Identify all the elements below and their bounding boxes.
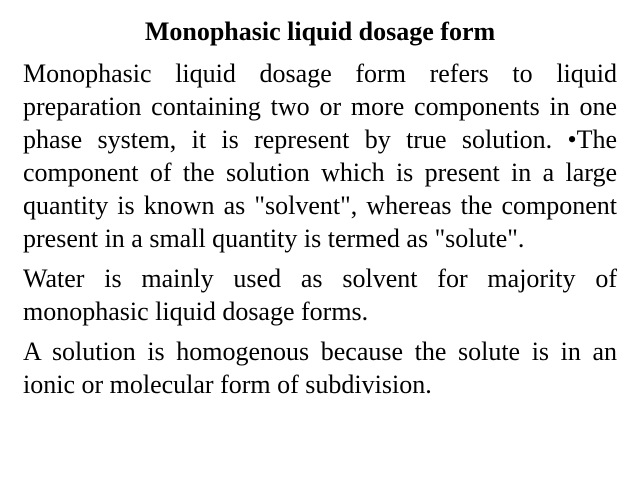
paragraph-water-solvent: Water is mainly used as solvent for majority of monophasic liquid dosage forms. [23, 264, 617, 326]
slide-body [23, 57, 617, 401]
paragraph-definition: Monophasic liquid dosage form refers to liquid preparation containing two or more components in one phase system, it is represent by true solution. •The component of the solution which is present in a large quantity is known as "solvent", whereas the component present in a small quantity is termed as "solute". [23, 59, 617, 253]
slide-title: Monophasic liquid dosage form [144, 17, 496, 46]
paragraph-homogenous: A solution is homogenous because the solute is in an ionic or molecular form of subdivision. [23, 337, 617, 399]
